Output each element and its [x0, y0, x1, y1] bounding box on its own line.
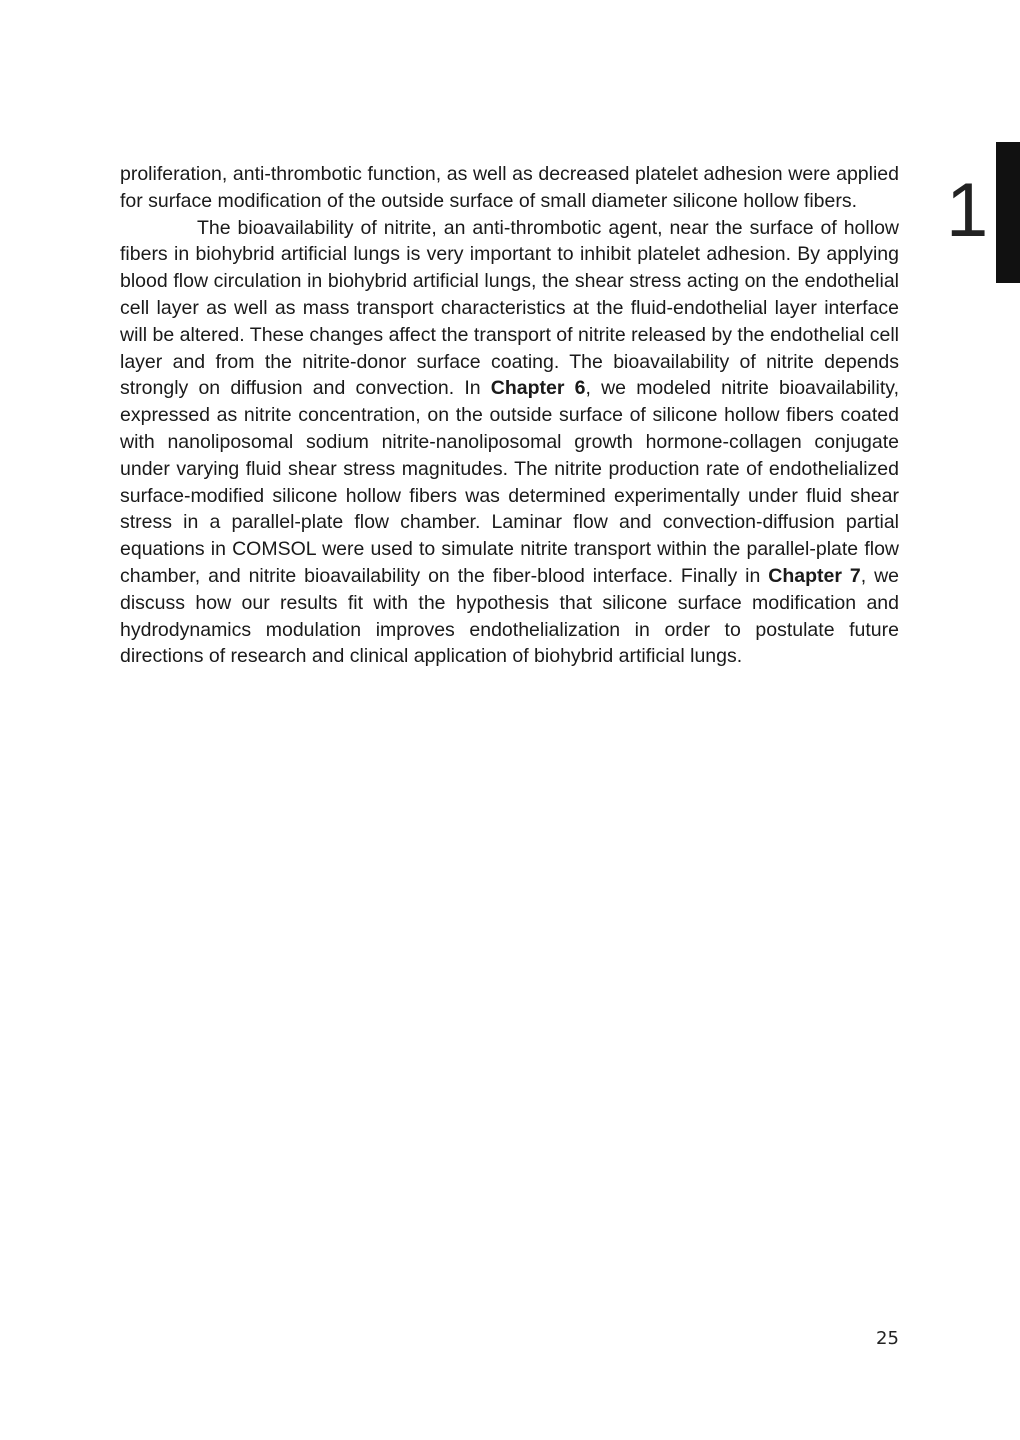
chapter-reference: Chapter 7: [768, 564, 861, 587]
chapter-number: 1: [946, 168, 987, 253]
paragraph-text-part: The bioavailability of nitrite, an anti-thrombotic agent, near the surface of hollow fibers in biohybrid artificial lungs is very important to inhibit platelet adhesion. By applying blood flow circulation in biohybrid artificial lungs, the shear stress acting on the endothelial cell layer as well as mass transport characteristics at the fluid-endothelial layer interface will be altered. These changes affect the transport of nitrite released by the endothelial cell layer and from the nitrite-donor surface coating. The bioavailability of nitrite depends strongly on diffusion and convection. In: [120, 216, 899, 400]
paragraph-text-part: , we discuss how our results fit with the hypothesis that silicone surface modification and hydrodynamics modulation improves endothelialization in order to postulate future directions of research and clinical application of biohybrid artificial lungs.: [120, 564, 899, 668]
chapter-reference: Chapter 6: [490, 377, 586, 400]
paragraph-nitrite-bioavailability: [120, 215, 899, 671]
page-number: 25: [876, 1328, 899, 1349]
chapter-tab-marker: [996, 142, 1020, 283]
paragraph-text-part: , we modeled nitrite bioavailability, expressed as nitrite concentration, on the outside surface of silicone hollow fibers coated with nanoliposomal sodium nitrite-nanoliposomal growth hormone-collagen conjugate under varying fluid shear stress magnitudes. The nitrite production rate of endothelialized surface-modified silicone hollow fibers was determined experimentally under fluid shear stress in a parallel-plate flow chamber. Laminar flow and convection-diffusion partial equations in COMSOL were used to simulate nitrite transport within the parallel-plate flow chamber, and nitrite bioavailability on the fiber-blood interface. Finally in: [120, 377, 899, 587]
body-text: [120, 161, 899, 670]
paragraph-continuation: proliferation, anti-thrombotic function, as well as decreased platelet adhesion were applied for surface modification of the outside surface of small diameter silicone hollow fibers.: [120, 163, 899, 212]
